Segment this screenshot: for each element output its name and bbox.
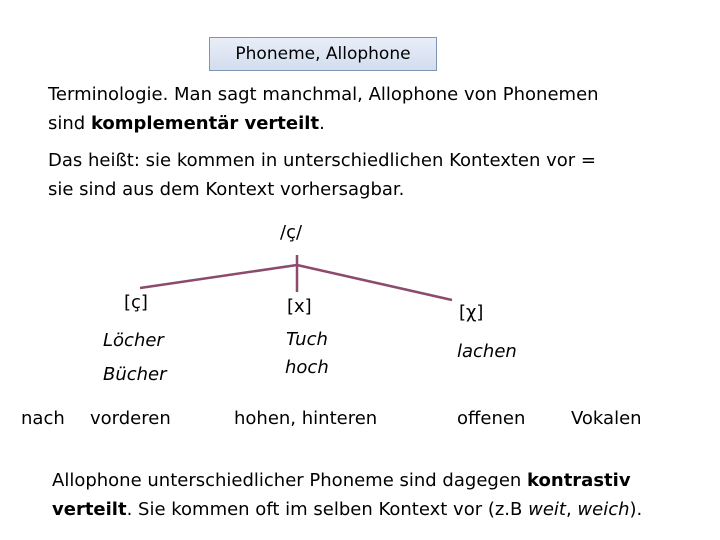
example-buecher: Bücher [103,364,167,385]
tree-branch-left [140,265,297,288]
explanation-line-1: Das heißt: sie kommen in unterschiedlichen Kontexten vor = [48,150,596,171]
example-lachen: lachen [457,341,517,362]
allophone-chi: [χ] [459,302,484,323]
conclusion-line-2-end: ). [629,499,643,520]
intro-bold-term: komplementär verteilt [90,113,320,134]
tree-branch-right [297,265,452,300]
conclusion-separator: , [565,499,578,520]
conclusion-line-1 [52,466,642,495]
conclusion-bold-kontrastiv: kontrastiv [527,470,631,491]
example-weit: weit [528,499,566,520]
tree-root-phoneme: /ç/ [280,222,303,243]
conclusion-paragraph [52,466,642,524]
example-tuch: Tuch [286,329,328,350]
conclusion-line-1-start: Allophone unterschiedlicher Phoneme sind dagegen [52,470,528,491]
allophone-c-cedilla: [ç] [124,292,148,313]
conclusion-bold-verteilt: verteilt [52,499,127,520]
context-vorderen: vorderen [90,408,171,429]
allophone-x: [x] [287,296,312,317]
intro-line-1: Terminologie. Man sagt manchmal, Allophone von Phonemen [48,84,599,105]
conclusion-line-2 [52,495,642,524]
intro-line-2-end: . [319,113,325,134]
example-weich: weich [577,499,630,520]
intro-line-2-start: sind [48,113,91,134]
conclusion-line-2-middle: . Sie kommen oft im selben Kontext vor (z.B [126,499,529,520]
context-nach: nach [21,408,65,429]
context-hohen-hinteren: hohen, hinteren [234,408,378,429]
example-loecher: Löcher [103,330,164,351]
page-title: Phoneme, Allophone [209,37,437,71]
context-vokalen: Vokalen [571,408,642,429]
context-offenen: offenen [457,408,526,429]
explanation-line-2: sie sind aus dem Kontext vorhersagbar. [48,179,405,200]
example-hoch: hoch [285,357,329,378]
